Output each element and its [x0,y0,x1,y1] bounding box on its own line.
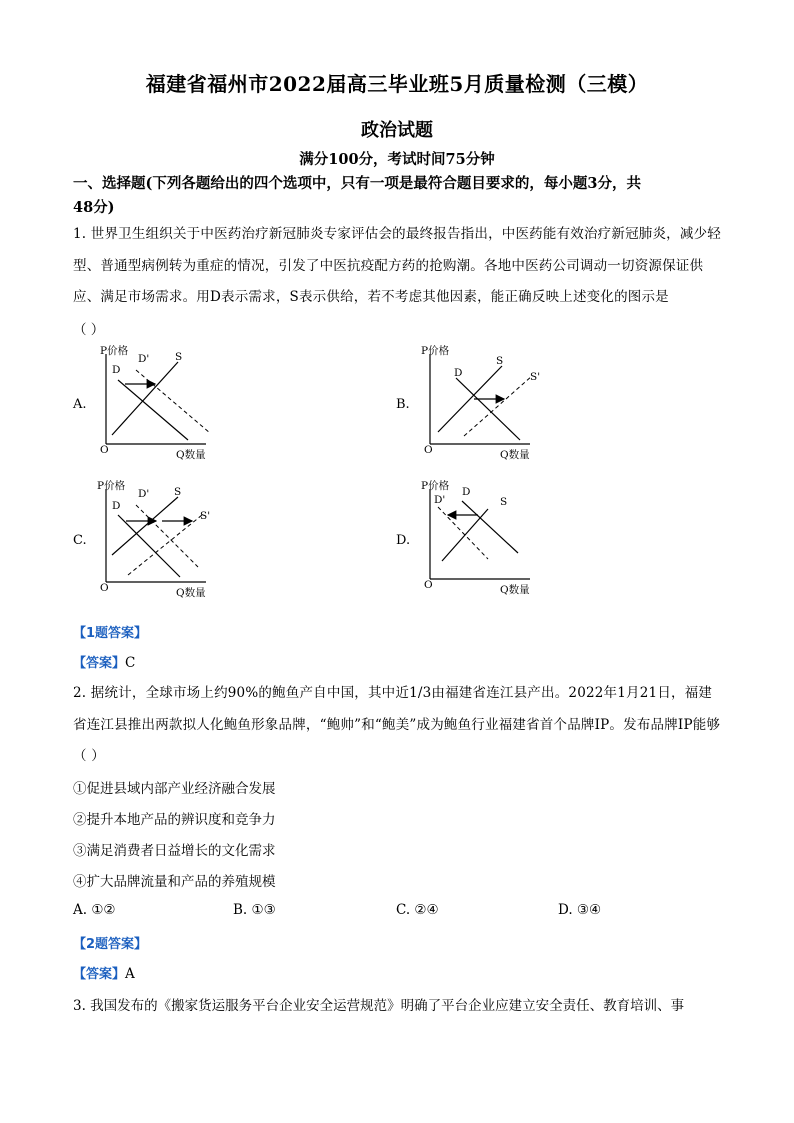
shifted-demand-curve [136,370,210,433]
s-label: S [175,351,183,363]
option-b-graph [416,340,546,465]
d-label: D [454,367,463,379]
question-2-choice-d: D. ③④ [558,902,602,918]
exam-meta: 满分100分，考试时间75分钟 [299,151,495,168]
question-2-item-3: ③满足消费者日益增长的文化需求 [73,843,276,859]
p-axis-label: P价格 [100,345,129,357]
question-2-choice-a: A. ①② [73,902,116,918]
supply-curve [112,362,178,435]
shifted-supply-curve [464,376,532,436]
shifted-demand-curve [136,505,198,567]
demand-curve [462,501,518,553]
option-a-graph [92,340,222,465]
d-prime-label: D' [138,488,150,500]
option-a-label: A. [73,397,87,412]
s-label: S [174,486,182,498]
demand-curve [456,378,520,440]
d-label: D [462,486,471,498]
s-label: S [496,355,504,367]
origin-label: O [424,444,433,456]
option-d-graph [416,475,546,600]
q-axis-label: Q数量 [500,449,530,461]
s-prime-label: S' [530,371,541,383]
subject-title: 政治试题 [361,120,433,141]
s-label: S [500,496,508,508]
d-label: D [112,364,121,376]
exam-title: 福建省福州市2022届高三毕业班5月质量检测（三模） [145,72,649,96]
supply-curve [112,497,178,555]
question-1-answer-tag: 【1题答案】 [73,626,148,641]
option-c-label: C. [73,533,87,548]
question-2-choice-b: B. ①③ [233,902,276,918]
section-heading-line1: 一、选择题(下列各题给出的四个选项中，只有一项是最符合题目要求的，每小题3分，共 [73,175,641,192]
d-prime-label: D' [434,494,446,506]
p-axis-label: P价格 [421,480,450,492]
question-2-answer: 【答案】A [73,966,135,982]
q-axis-label: Q数量 [500,584,530,596]
question-2-item-1: ①促进县域内部产业经济融合发展 [73,781,276,797]
p-axis-label: P价格 [97,480,126,492]
question-2-choice-c: C. ②④ [396,902,439,918]
question-1-stem: 1. 世界卫生组织关于中医药治疗新冠肺炎专家评估会的最终报告指出，中医药能有效治疗新冠肺炎，减少轻型、普通型病例转为重症的情况，引发了中医抗疫配方药的抢购潮。各地中医药公司调动一切资源保证供应、满足市场需求。用D表示需求，S表示供给，若不考虑其他因素，能正确反映上述变化的图示是 [73,226,721,305]
question-3-stem: 3. 我国发布的《搬家货运服务平台企业安全运营规范》明确了平台企业应建立安全责任、教育培训、事 [73,998,685,1014]
supply-curve [442,509,488,561]
option-c-graph [92,475,222,600]
question-2-answer-tag: 【2题答案】 [73,937,148,952]
p-axis-label: P价格 [421,345,450,357]
question-1-answer: 【答案】C [73,655,136,671]
question-2-item-4: ④扩大品牌流量和产品的养殖规模 [73,874,276,890]
s-prime-label: S' [200,510,211,522]
section-heading-line2: 48分) [73,199,115,216]
q-axis-label: Q数量 [176,449,206,461]
option-b-label: B. [396,397,410,412]
origin-label: O [424,579,433,591]
q-axis-label: Q数量 [176,587,206,599]
origin-label: O [100,444,109,456]
option-d-label: D. [396,533,411,548]
origin-label: O [100,582,109,594]
shifted-supply-curve [128,515,202,575]
question-1-bracket: （ ） [73,322,105,338]
question-2-item-2: ②提升本地产品的辨识度和竞争力 [73,812,276,828]
section-heading [73,172,723,220]
demand-curve [118,515,180,577]
d-prime-label: D' [138,353,150,365]
question-2-stem: 2. 据统计，全球市场上约90%的鲍鱼产自中国，其中近1/3由福建省连江县产出。2022年1月21日，福建省连江县推出两款拟人化鲍鱼形象品牌，“鲍帅”和“鲍美”成为鲍鱼行业福建省首个品牌IP。发布品牌IP能够（ ） [73,685,721,764]
d-label: D [112,500,121,512]
